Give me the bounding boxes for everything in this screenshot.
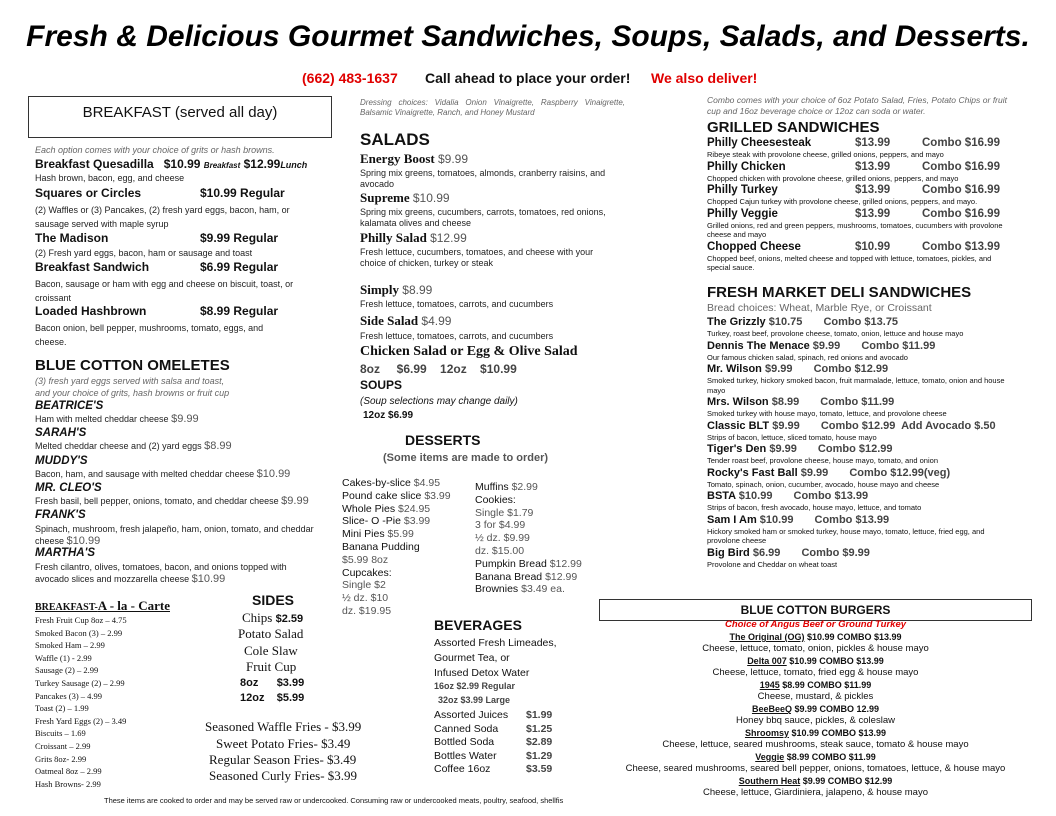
alacarte-item: Pancakes (3) – 4.99 bbox=[35, 690, 103, 701]
chicken-salad-sizes: 8oz $6.99 12oz $10.99 bbox=[360, 362, 517, 376]
combo-note: Combo comes with your choice of 6oz Potato Salad, Fries, Potato Chips or fruit cup and 16oz beverage choice or 12oz can soda or water. bbox=[707, 95, 1007, 116]
deli-price: $10.99 bbox=[759, 513, 794, 526]
omelet-desc: Bacon, ham, and sausage with melted cheddar cheese $10.99 bbox=[35, 468, 291, 480]
omelet-name: MARTHA'S bbox=[35, 547, 96, 559]
omelet-desc: Ham with melted cheddar cheese $9.99 bbox=[35, 413, 199, 425]
burger-price: $9.99 COMBO 12.99 bbox=[794, 704, 880, 714]
deli-desc: Our famous chicken salad, spinach, red onions and avocado bbox=[707, 352, 908, 362]
soups-note: (Soup selections may change daily) bbox=[360, 396, 518, 407]
salad-item: Philly Salad $12.99 bbox=[360, 230, 467, 245]
breakfast-note: Each option comes with your choice of grits or hash browns. bbox=[35, 145, 275, 155]
alacarte-item: Biscuits – 1.69 bbox=[35, 728, 86, 739]
dessert-item bbox=[342, 592, 451, 605]
grilled-name: Philly Turkey bbox=[707, 184, 778, 196]
burger-name: Delta 007 bbox=[747, 656, 787, 666]
dessert-item bbox=[342, 541, 451, 554]
deli-desc: Hickory smoked ham or smoked turkey, house mayo, tomato, lettuce, fried egg, and provolone cheese bbox=[707, 526, 985, 545]
omelet-desc: Melted cheddar cheese and (2) yard eggs $8.99 bbox=[35, 440, 232, 452]
deli-price: $9.99 bbox=[800, 466, 829, 479]
omelet-name: MUDDY'S bbox=[35, 455, 88, 467]
side-size-12oz: 12oz $5.99 bbox=[240, 692, 305, 704]
breakfast-item: The Madison bbox=[35, 231, 109, 245]
grilled-combo: Combo $16.99 bbox=[922, 184, 1000, 196]
dessert-price: 3 for $4.99 bbox=[475, 519, 526, 532]
dessert-item bbox=[342, 554, 451, 567]
burger-item bbox=[599, 704, 1032, 715]
beverage-item bbox=[434, 763, 564, 777]
omelet-name: FRANK'S bbox=[35, 509, 86, 521]
deli-combo: Combo $11.99 bbox=[861, 339, 936, 352]
burgers-header: BLUE COTTON BURGERS bbox=[740, 603, 891, 617]
salad-desc: Fresh lettuce, tomatoes, carrots, and cucumbers bbox=[360, 331, 554, 341]
burger-desc: Cheese, lettuce, tomato, fried egg & house mayo bbox=[712, 667, 919, 678]
deli-price: $9.99 bbox=[812, 339, 841, 352]
omelet-desc: Fresh basil, bell pepper, onions, tomato, and cheddar cheese $9.99 bbox=[35, 495, 309, 507]
item-description: Bacon onion, bell pepper, mushrooms, tomato, eggs, and cheese. bbox=[35, 323, 264, 347]
deli-desc: Tomato, spinach, onion, cucumber, avocado, house mayo and cheese bbox=[707, 479, 940, 489]
page-title: Fresh & Delicious Gourmet Sandwiches, Soups, Salads, and Desserts. bbox=[26, 20, 1030, 53]
breakfast-item: Squares or Circles bbox=[35, 186, 142, 200]
burger-price: $10.99 COMBO $13.99 bbox=[791, 728, 887, 738]
deli-name: Classic BLT bbox=[707, 419, 770, 432]
alacarte-header: BREAKFAST-A - la - Carte bbox=[35, 598, 170, 613]
omelet-desc: Spinach, mushroom, fresh jalapeño, ham, onion, tomato, and cheddar cheese $10.99 bbox=[35, 524, 314, 547]
beverage-list bbox=[434, 709, 564, 777]
fries-item: Seasoned Waffle Fries - $3.99 bbox=[205, 719, 362, 734]
side-item: Cole Slaw bbox=[244, 643, 298, 658]
beverage-lines: Assorted Fresh Limeades, Gourmet Tea, or Infused Detox Water bbox=[434, 637, 557, 679]
dessert-name: Cakes-by-slice bbox=[342, 477, 411, 489]
deli-combo: Combo $13.99 bbox=[793, 490, 869, 502]
grilled-price: $13.99 bbox=[855, 207, 891, 220]
grilled-combo: Combo $16.99 bbox=[922, 137, 1000, 149]
breakfast-header-box bbox=[28, 96, 332, 138]
dessert-price: $3.99 bbox=[403, 515, 431, 528]
deli-name: BSTA bbox=[707, 490, 736, 502]
dessert-item bbox=[475, 583, 582, 596]
desserts-right bbox=[475, 481, 582, 596]
breakfast-item: Breakfast Sandwich bbox=[35, 260, 150, 274]
alacarte-item: Oatmeal 8oz – 2.99 bbox=[35, 766, 102, 777]
soups-header: SOUPS bbox=[360, 378, 403, 392]
grilled-desc: Chopped beef, onions, melted cheese and topped with lettuce, tomatoes, pickles, and special sauce. bbox=[707, 253, 992, 272]
side-item: Chips $2.59 bbox=[242, 610, 304, 625]
beverage-name: Bottled Soda bbox=[434, 736, 495, 749]
deli-price: $9.99 bbox=[764, 363, 793, 375]
dessert-price: $12.99 bbox=[545, 570, 578, 583]
deli-item bbox=[707, 420, 1012, 433]
salad-desc: Fresh lettuce, cucumbers, tomatoes, and cheese with your choice of chicken, turkey or steak bbox=[360, 247, 594, 268]
grilled-desc: Chopped Cajun turkey with provolone cheese, grilled onions, peppers, and mayo. bbox=[707, 197, 978, 206]
burger-price: $10.99 COMBO $13.99 bbox=[789, 656, 884, 666]
dessert-name: Banana Bread bbox=[475, 570, 543, 583]
grilled-price: $13.99 bbox=[855, 184, 891, 196]
dessert-item bbox=[475, 532, 582, 545]
beverage-item bbox=[434, 750, 564, 764]
dessert-price: Single $2 bbox=[342, 579, 386, 592]
fries-item: Seasoned Curly Fries- $3.99 bbox=[209, 768, 358, 783]
grilled-price: $13.99 bbox=[855, 160, 891, 173]
deli-name: Mrs. Wilson bbox=[707, 396, 769, 408]
grilled-name: Chopped Cheese bbox=[707, 240, 801, 253]
dessert-price: dz. $15.00 bbox=[475, 544, 525, 557]
deli-combo: Combo $9.99 bbox=[801, 546, 870, 559]
dessert-item bbox=[342, 477, 451, 490]
grilled-desc: Ribeye steak with provolone cheese, grilled onions, peppers, and mayo bbox=[707, 150, 944, 159]
omelets-header: BLUE COTTON OMELETES bbox=[35, 357, 230, 374]
burger-item bbox=[599, 632, 1032, 643]
deli-price: $9.99 bbox=[772, 419, 800, 432]
burger-desc: Cheese, seared mushrooms, seared bell pepper, onions, tomatoes, lettuce, & house mayo bbox=[625, 763, 1006, 774]
chicken-salad-item: Chicken Salad or Egg & Olive Salad bbox=[360, 344, 578, 359]
dessert-price: ½ dz. $10 bbox=[342, 592, 389, 605]
dessert-name: Banana Pudding bbox=[342, 540, 420, 553]
dessert-price: $3.49 ea. bbox=[521, 583, 565, 596]
beverages-header: BEVERAGES bbox=[434, 617, 522, 633]
burger-price: $10.99 COMBO $13.99 bbox=[806, 632, 902, 642]
dessert-name: Mini Pies bbox=[342, 528, 385, 541]
deli-item bbox=[707, 467, 1012, 480]
fries-item: Sweet Potato Fries- $3.49 bbox=[216, 736, 351, 751]
sides-header: SIDES bbox=[252, 592, 295, 608]
salad-item: Supreme $10.99 bbox=[360, 190, 450, 205]
desserts-note: (Some items are made to order) bbox=[383, 452, 549, 464]
alacarte-item: Smoked Ham – 2.99 bbox=[35, 640, 105, 651]
soup-price: 12oz $6.99 bbox=[363, 410, 414, 421]
dessert-price: $3.99 bbox=[424, 489, 451, 502]
dessert-name: Brownies bbox=[475, 583, 519, 596]
alacarte-item: Toast (2) – 1.99 bbox=[35, 703, 89, 714]
deli-combo: Combo $12.99 bbox=[817, 443, 893, 455]
dessert-item bbox=[342, 528, 451, 541]
beverage-price: $3.59 bbox=[526, 763, 553, 776]
deli-price: $6.99 bbox=[752, 546, 781, 559]
beverage-item bbox=[434, 709, 564, 723]
grilled-item bbox=[707, 208, 1007, 221]
salads-header: SALADS bbox=[360, 130, 430, 149]
grilled-item bbox=[707, 161, 1007, 174]
beverage-large: 32oz $3.99 Large bbox=[438, 695, 511, 705]
item-description: (2) Fresh yard eggs, bacon, ham or sausage and toast bbox=[35, 248, 253, 258]
burger-desc: Cheese, mustard, & pickles bbox=[757, 691, 874, 702]
alacarte-item: Smoked Bacon (3) – 2.99 bbox=[35, 627, 123, 638]
item-price: $9.99 Regular bbox=[200, 231, 279, 245]
footer-disclaimer: These items are cooked to order and may be served raw or undercooked. Consuming raw or undercooked meats, poultry, seafood, shellfis bbox=[104, 796, 564, 805]
burger-desc: Cheese, lettuce, tomato, onion, pickles & house mayo bbox=[702, 643, 929, 654]
beverage-name: Canned Soda bbox=[434, 722, 499, 735]
burger-price: $8.99 COMBO $11.99 bbox=[786, 752, 876, 762]
deli-desc: Strips of bacon, lettuce, sliced tomato, house mayo bbox=[707, 432, 877, 442]
alacarte-item: Fresh Yard Eggs (2) – 3.49 bbox=[35, 715, 127, 726]
deli-combo: Combo $11.99 bbox=[820, 396, 895, 408]
item-description: Hash brown, bacon, egg, and cheese bbox=[35, 173, 185, 183]
deli-name: The Grizzly bbox=[707, 316, 766, 328]
alacarte-item: Sausage (2) – 2.99 bbox=[35, 665, 99, 676]
beverage-name: Assorted Juices bbox=[434, 709, 509, 721]
dessert-item bbox=[475, 571, 582, 584]
dessert-price: $5.99 bbox=[387, 528, 414, 541]
burger-list bbox=[599, 631, 1032, 799]
dessert-item bbox=[475, 558, 582, 571]
dessert-item bbox=[342, 503, 451, 516]
dessert-name: Cookies: bbox=[475, 493, 516, 506]
phone-number[interactable]: (662) 483-1637 bbox=[302, 70, 398, 86]
deli-desc: Smoked turkey, hickory smoked bacon, fruit marmalade, lettuce, tomato, onion and house mayo bbox=[707, 376, 1005, 395]
side-size-8oz: 8oz $3.99 bbox=[240, 677, 305, 689]
desserts-left bbox=[342, 477, 451, 618]
deli-combo: Combo $12.99(veg) bbox=[849, 466, 951, 479]
beverage-price: $1.25 bbox=[526, 722, 553, 735]
deli-item bbox=[707, 490, 1012, 503]
salad-item: Simply $8.99 bbox=[360, 282, 433, 297]
dessert-item bbox=[475, 494, 582, 507]
grilled-price: $13.99 bbox=[855, 137, 891, 149]
dessert-price: ½ dz. $9.99 bbox=[475, 532, 530, 545]
grilled-item bbox=[707, 137, 1007, 150]
burger-item bbox=[599, 728, 1032, 739]
dessert-item bbox=[342, 605, 451, 618]
grilled-name: Philly Cheesesteak bbox=[707, 137, 812, 149]
deli-desc: Provolone and Cheddar on wheat toast bbox=[707, 559, 838, 569]
side-item: Potato Salad bbox=[238, 626, 304, 641]
grilled-item bbox=[707, 241, 1007, 254]
deli-price: $8.99 bbox=[771, 396, 800, 408]
omelet-name: MR. CLEO'S bbox=[35, 482, 102, 494]
salad-desc: Spring mix greens, cucumbers, carrots, tomatoes, red onions, kalamata olives and cheese bbox=[360, 207, 606, 228]
alacarte-item: Fresh Fruit Cup 8oz – 4.75 bbox=[35, 615, 127, 625]
burger-price: $9.99 COMBO $12.99 bbox=[802, 776, 893, 786]
breakfast-header: BREAKFAST (served all day) bbox=[82, 104, 278, 121]
omelet-name: BEATRICE'S bbox=[35, 400, 104, 412]
burger-name: Veggie bbox=[755, 752, 785, 762]
alacarte-item: Grits 8oz- 2.99 bbox=[35, 753, 87, 764]
salad-item: Energy Boost $9.99 bbox=[360, 151, 469, 166]
burger-name: BeeBeeQ bbox=[751, 704, 792, 714]
deli-item bbox=[707, 396, 1012, 409]
burger-price: $8.99 COMBO $11.99 bbox=[782, 680, 872, 690]
dessert-item bbox=[342, 515, 451, 528]
deli-item bbox=[707, 514, 1012, 527]
burger-desc: Cheese, lettuce, seared mushrooms, steak sauce, tomato & house mayo bbox=[662, 739, 969, 750]
item-description: (2) Waffles or (3) Pancakes, (2) fresh yard eggs, bacon, ham, or sausage served with maple syrup bbox=[35, 205, 290, 229]
delivery-text: We also deliver! bbox=[651, 70, 758, 86]
dessert-name: Muffins bbox=[475, 481, 509, 493]
burger-choice: Choice of Angus Beef or Ground Turkey bbox=[724, 619, 907, 630]
burgers-header-box bbox=[599, 599, 1032, 621]
alacarte-item: Croissant – 2.99 bbox=[35, 740, 91, 751]
deli-list bbox=[707, 316, 1012, 570]
alacarte-item: Waffle (1) - 2.99 bbox=[35, 652, 92, 663]
burger-desc: Honey bbq sauce, pickles, & coleslaw bbox=[736, 715, 895, 726]
deli-name: Sam I Am bbox=[707, 513, 757, 526]
grilled-desc: Chopped chicken with provolone cheese, grilled onions, peppers, and mayo bbox=[707, 173, 959, 183]
deli-item bbox=[707, 340, 1012, 353]
dessert-price: dz. $19.95 bbox=[342, 604, 392, 617]
dessert-price: $4.95 bbox=[413, 477, 441, 489]
dressing-choices: Dressing choices: Vidalia Onion Vinaigrette, Raspberry Vinaigrette, Balsamic Vinaigrette, Ranch, and Honey Mustard bbox=[360, 98, 625, 117]
omelets-note: and your choice of grits, hash browns or fruit cup bbox=[35, 388, 230, 398]
deli-item bbox=[707, 547, 1012, 560]
deli-combo: Combo $13.75 bbox=[823, 316, 899, 328]
call-ahead-text: Call ahead to place your order! bbox=[425, 70, 631, 86]
dessert-item bbox=[342, 579, 451, 592]
beverage-regular: 16oz $2.99 Regular bbox=[434, 681, 516, 691]
grilled-price: $10.99 bbox=[855, 240, 891, 253]
deli-combo: Combo $12.99 Add Avocado $.50 bbox=[820, 419, 996, 432]
item-description: Bacon, sausage or ham with egg and cheese on biscuit, toast, or croissant bbox=[35, 279, 294, 303]
item-price: $6.99 Regular bbox=[200, 260, 279, 274]
deli-desc: Strips of bacon, fresh avocado, house mayo, lettuce, and tomato bbox=[707, 503, 922, 512]
omelet-desc: Fresh cilantro, olives, tomatoes, bacon, and onions topped with avocado slices and mozzarella cheese $10.99 bbox=[35, 562, 287, 585]
alacarte-item: Turkey Sausage (2) – 2.99 bbox=[35, 677, 125, 688]
beverage-name: Coffee 16oz bbox=[434, 763, 491, 776]
dessert-item bbox=[342, 567, 451, 580]
burger-name: 1945 bbox=[759, 680, 780, 690]
dessert-name: Whole Pies bbox=[342, 502, 396, 515]
beverage-price: $1.29 bbox=[526, 749, 553, 762]
desserts-header: DESSERTS bbox=[405, 432, 481, 448]
fries-item: Regular Season Fries- $3.49 bbox=[209, 752, 357, 767]
dessert-item bbox=[475, 507, 582, 520]
salad-item: Side Salad $4.99 bbox=[360, 313, 452, 328]
salad-desc: Fresh lettuce, tomatoes, carrots, and cucumbers bbox=[360, 299, 554, 309]
burger-item bbox=[599, 680, 1032, 691]
dessert-price: $5.99 8oz bbox=[342, 553, 389, 566]
salad-desc: Spring mix greens, tomatoes, almonds, cranberry raisins, and avocado bbox=[360, 168, 606, 189]
deli-desc: Smoked turkey with house mayo, tomato, lettuce, and provolone cheese bbox=[707, 409, 947, 418]
dessert-item bbox=[475, 545, 582, 558]
burger-item bbox=[599, 752, 1032, 763]
alacarte-list bbox=[35, 614, 127, 790]
omelet-name: SARAH'S bbox=[35, 427, 87, 439]
deli-price: $9.99 bbox=[769, 443, 797, 455]
burger-item bbox=[599, 656, 1032, 667]
alacarte-item: Hash Browns- 2.99 bbox=[35, 778, 101, 789]
burger-item bbox=[599, 776, 1032, 787]
grilled-name: Philly Veggie bbox=[707, 207, 778, 220]
omelets-note: (3) fresh yard eggs served with salsa and toast, bbox=[35, 376, 225, 386]
dessert-name: Pound cake slice bbox=[342, 489, 422, 502]
dessert-item bbox=[475, 481, 582, 494]
deli-name: Mr. Wilson bbox=[707, 363, 762, 375]
item-price: $10.99 Regular bbox=[200, 186, 285, 200]
grilled-name: Philly Chicken bbox=[707, 160, 786, 173]
bread-choices: Bread choices: Wheat, Marble Rye, or Croissant bbox=[707, 302, 932, 314]
grilled-desc: Grilled onions, red and green peppers, mushrooms, tomatoes, cucumbers with provolone cheese and mayo bbox=[707, 220, 1003, 239]
deli-desc: Turkey, roast beef, provolone cheese, tomato, onion, lettuce and house mayo bbox=[707, 329, 964, 338]
grilled-combo: Combo $13.99 bbox=[922, 240, 1000, 253]
burger-name: Shroomsy bbox=[744, 728, 789, 738]
deli-name: Rocky's Fast Ball bbox=[707, 466, 798, 479]
deli-item bbox=[707, 316, 1012, 329]
dessert-item bbox=[342, 490, 451, 503]
dessert-price: $12.99 bbox=[549, 557, 582, 570]
item-price: $8.99 Regular bbox=[200, 304, 279, 318]
dessert-price: $2.99 bbox=[511, 481, 538, 493]
dessert-name: Slice- O -Pie bbox=[342, 515, 401, 528]
grilled-header: GRILLED SANDWICHES bbox=[707, 119, 880, 136]
deli-desc: Tender roast beef, provolone cheese, house mayo, tomato, and onion bbox=[707, 456, 938, 465]
dessert-price: Single $1.79 bbox=[475, 506, 534, 519]
beverage-name: Bottles Water bbox=[434, 749, 497, 762]
deli-name: Dennis The Menace bbox=[707, 339, 810, 352]
burger-name: Southern Heat bbox=[738, 776, 801, 786]
grilled-list bbox=[707, 137, 1007, 274]
deli-price: $10.75 bbox=[768, 316, 803, 328]
grilled-item bbox=[707, 184, 1007, 197]
dessert-price: $24.95 bbox=[398, 502, 431, 515]
deli-price: $10.99 bbox=[738, 490, 773, 502]
side-item: Fruit Cup bbox=[246, 659, 297, 674]
dessert-name: Pumpkin Bread bbox=[475, 557, 547, 570]
beverage-item bbox=[434, 723, 564, 737]
deli-name: Big Bird bbox=[707, 546, 750, 559]
dessert-item bbox=[475, 519, 582, 532]
deli-combo: Combo $13.99 bbox=[814, 513, 890, 526]
deli-combo: Combo $12.99 bbox=[813, 363, 889, 375]
deli-header: FRESH MARKET DELI SANDWICHES bbox=[707, 284, 972, 301]
grilled-combo: Combo $16.99 bbox=[922, 207, 1000, 220]
burger-desc: Cheese, lettuce, Giardiniera, jalapeno, & house mayo bbox=[703, 787, 928, 798]
beverage-item bbox=[434, 736, 564, 750]
burger-name: The Original (OG) bbox=[729, 632, 805, 642]
deli-item bbox=[707, 443, 1012, 456]
deli-item bbox=[707, 363, 1012, 376]
breakfast-item: Loaded Hashbrown bbox=[35, 304, 147, 318]
beverage-price: $1.99 bbox=[526, 709, 553, 721]
breakfast-item: Breakfast Quesadilla $10.99 Breakfast $12.99Lunch bbox=[35, 157, 308, 171]
beverage-price: $2.89 bbox=[526, 736, 553, 749]
dessert-name: Cupcakes: bbox=[342, 566, 392, 579]
grilled-combo: Combo $16.99 bbox=[922, 160, 1000, 173]
deli-name: Tiger's Den bbox=[707, 443, 767, 455]
